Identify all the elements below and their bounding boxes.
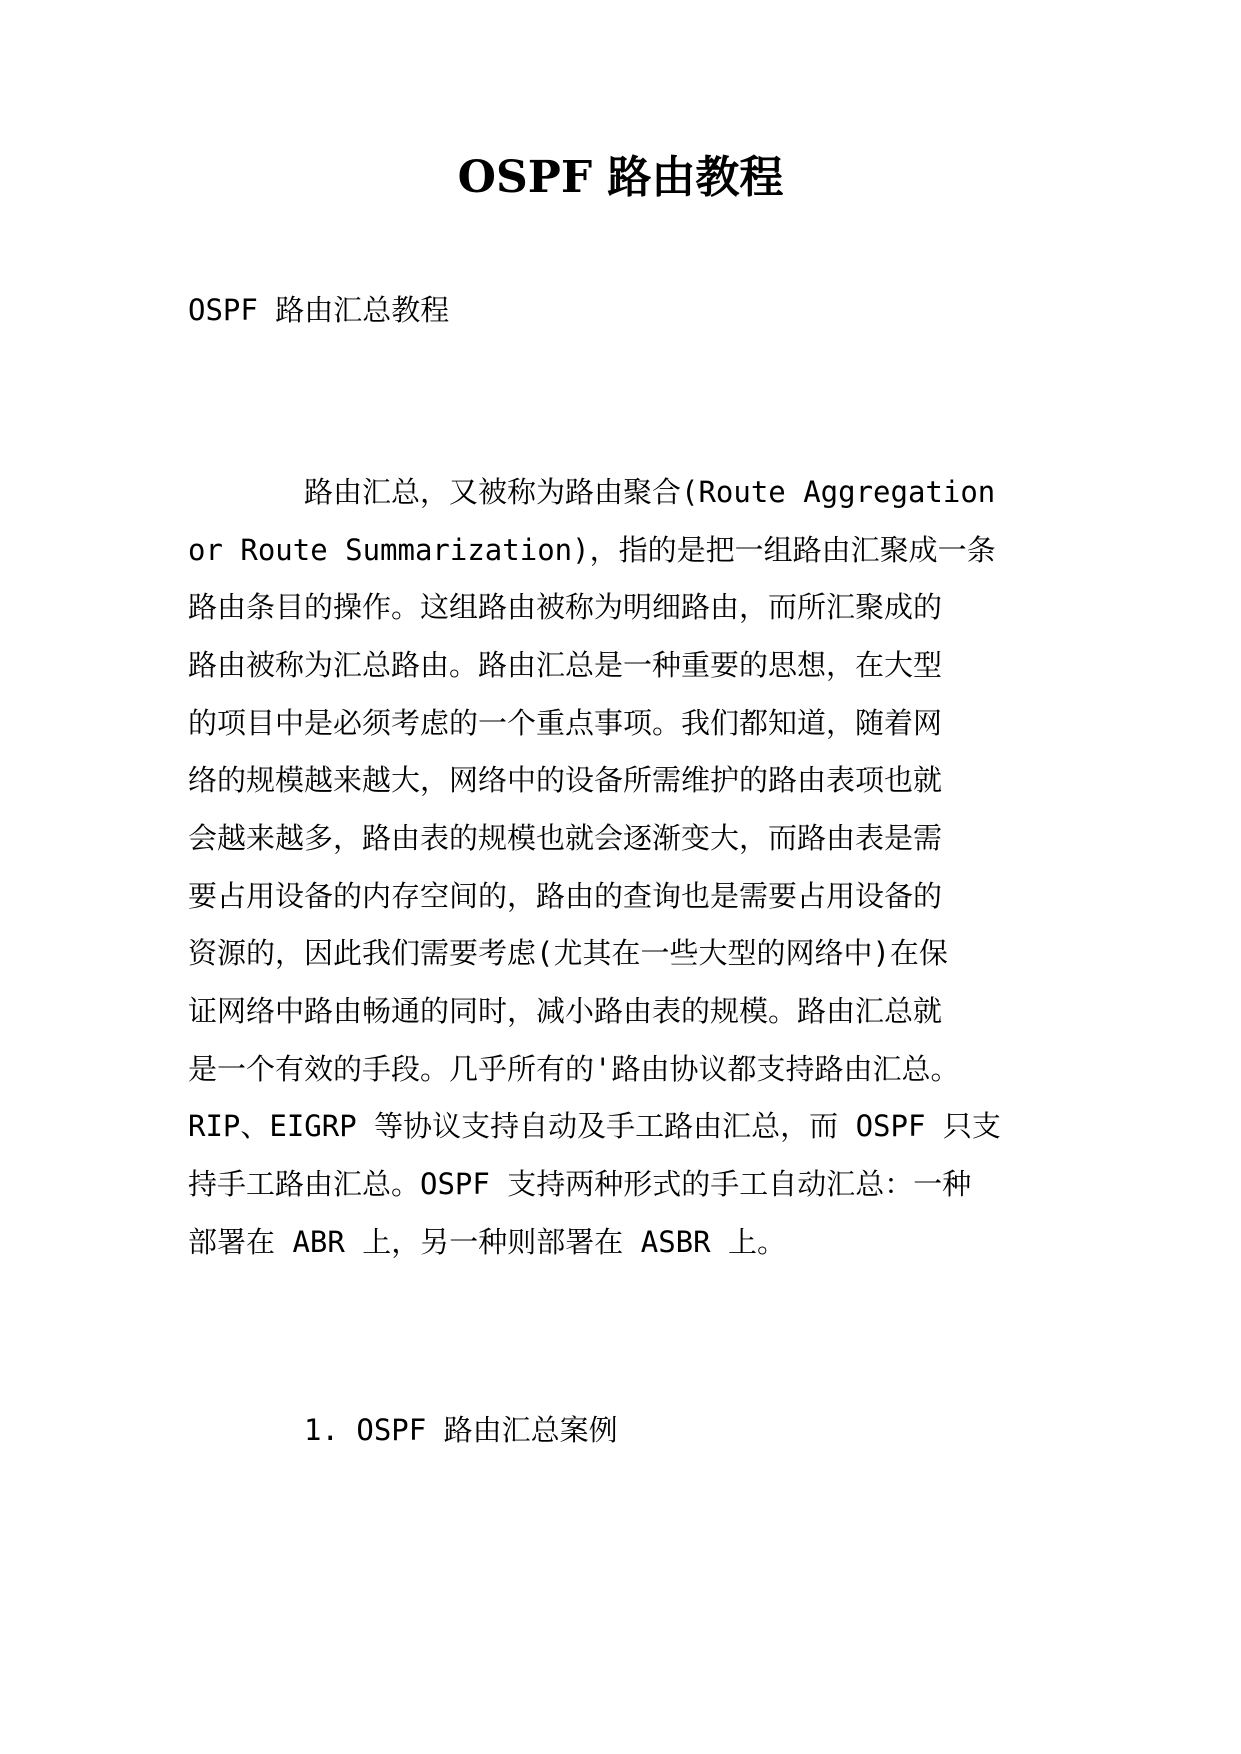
document-subtitle: OSPF 路由汇总教程 bbox=[188, 293, 450, 327]
paragraph-line: 路由被称为汇总路由。路由汇总是一种重要的思想，在大型 bbox=[188, 648, 943, 682]
paragraph-line: or Route Summarization)，指的是把一组路由汇聚成一条 bbox=[188, 533, 996, 567]
paragraph-line: 是一个有效的手段。几乎所有的'路由协议都支持路由汇总。 bbox=[188, 1052, 960, 1086]
document-title: OSPF 路由教程 bbox=[457, 152, 784, 203]
section-heading: 1. OSPF 路由汇总案例 bbox=[304, 1413, 618, 1447]
paragraph-line: 会越来越多，路由表的规模也就会逐渐变大，而路由表是需 bbox=[188, 821, 943, 855]
paragraph-line: 持手工路由汇总。OSPF 支持两种形式的手工自动汇总：一种 bbox=[188, 1167, 972, 1201]
paragraph-line: RIP、EIGRP 等协议支持自动及手工路由汇总，而 OSPF 只支 bbox=[188, 1109, 1001, 1143]
paragraph-line: 证网络中路由畅通的同时，减小路由表的规模。路由汇总就 bbox=[188, 994, 943, 1028]
paragraph-line: 路由汇总，又被称为路由聚合(Route Aggregation bbox=[304, 475, 996, 509]
paragraph-line: 的项目中是必须考虑的一个重点事项。我们都知道，随着网 bbox=[188, 706, 943, 740]
paragraph-line: 部署在 ABR 上，另一种则部署在 ASBR 上。 bbox=[188, 1225, 787, 1259]
paragraph-line: 络的规模越来越大，网络中的设备所需维护的路由表项也就 bbox=[188, 763, 943, 797]
paragraph-line: 要占用设备的内存空间的，路由的查询也是需要占用设备的 bbox=[188, 879, 943, 913]
paragraph-line: 资源的，因此我们需要考虑(尤其在一些大型的网络中)在保 bbox=[188, 936, 948, 970]
paragraph-line: 路由条目的操作。这组路由被称为明细路由，而所汇聚成的 bbox=[188, 590, 943, 624]
